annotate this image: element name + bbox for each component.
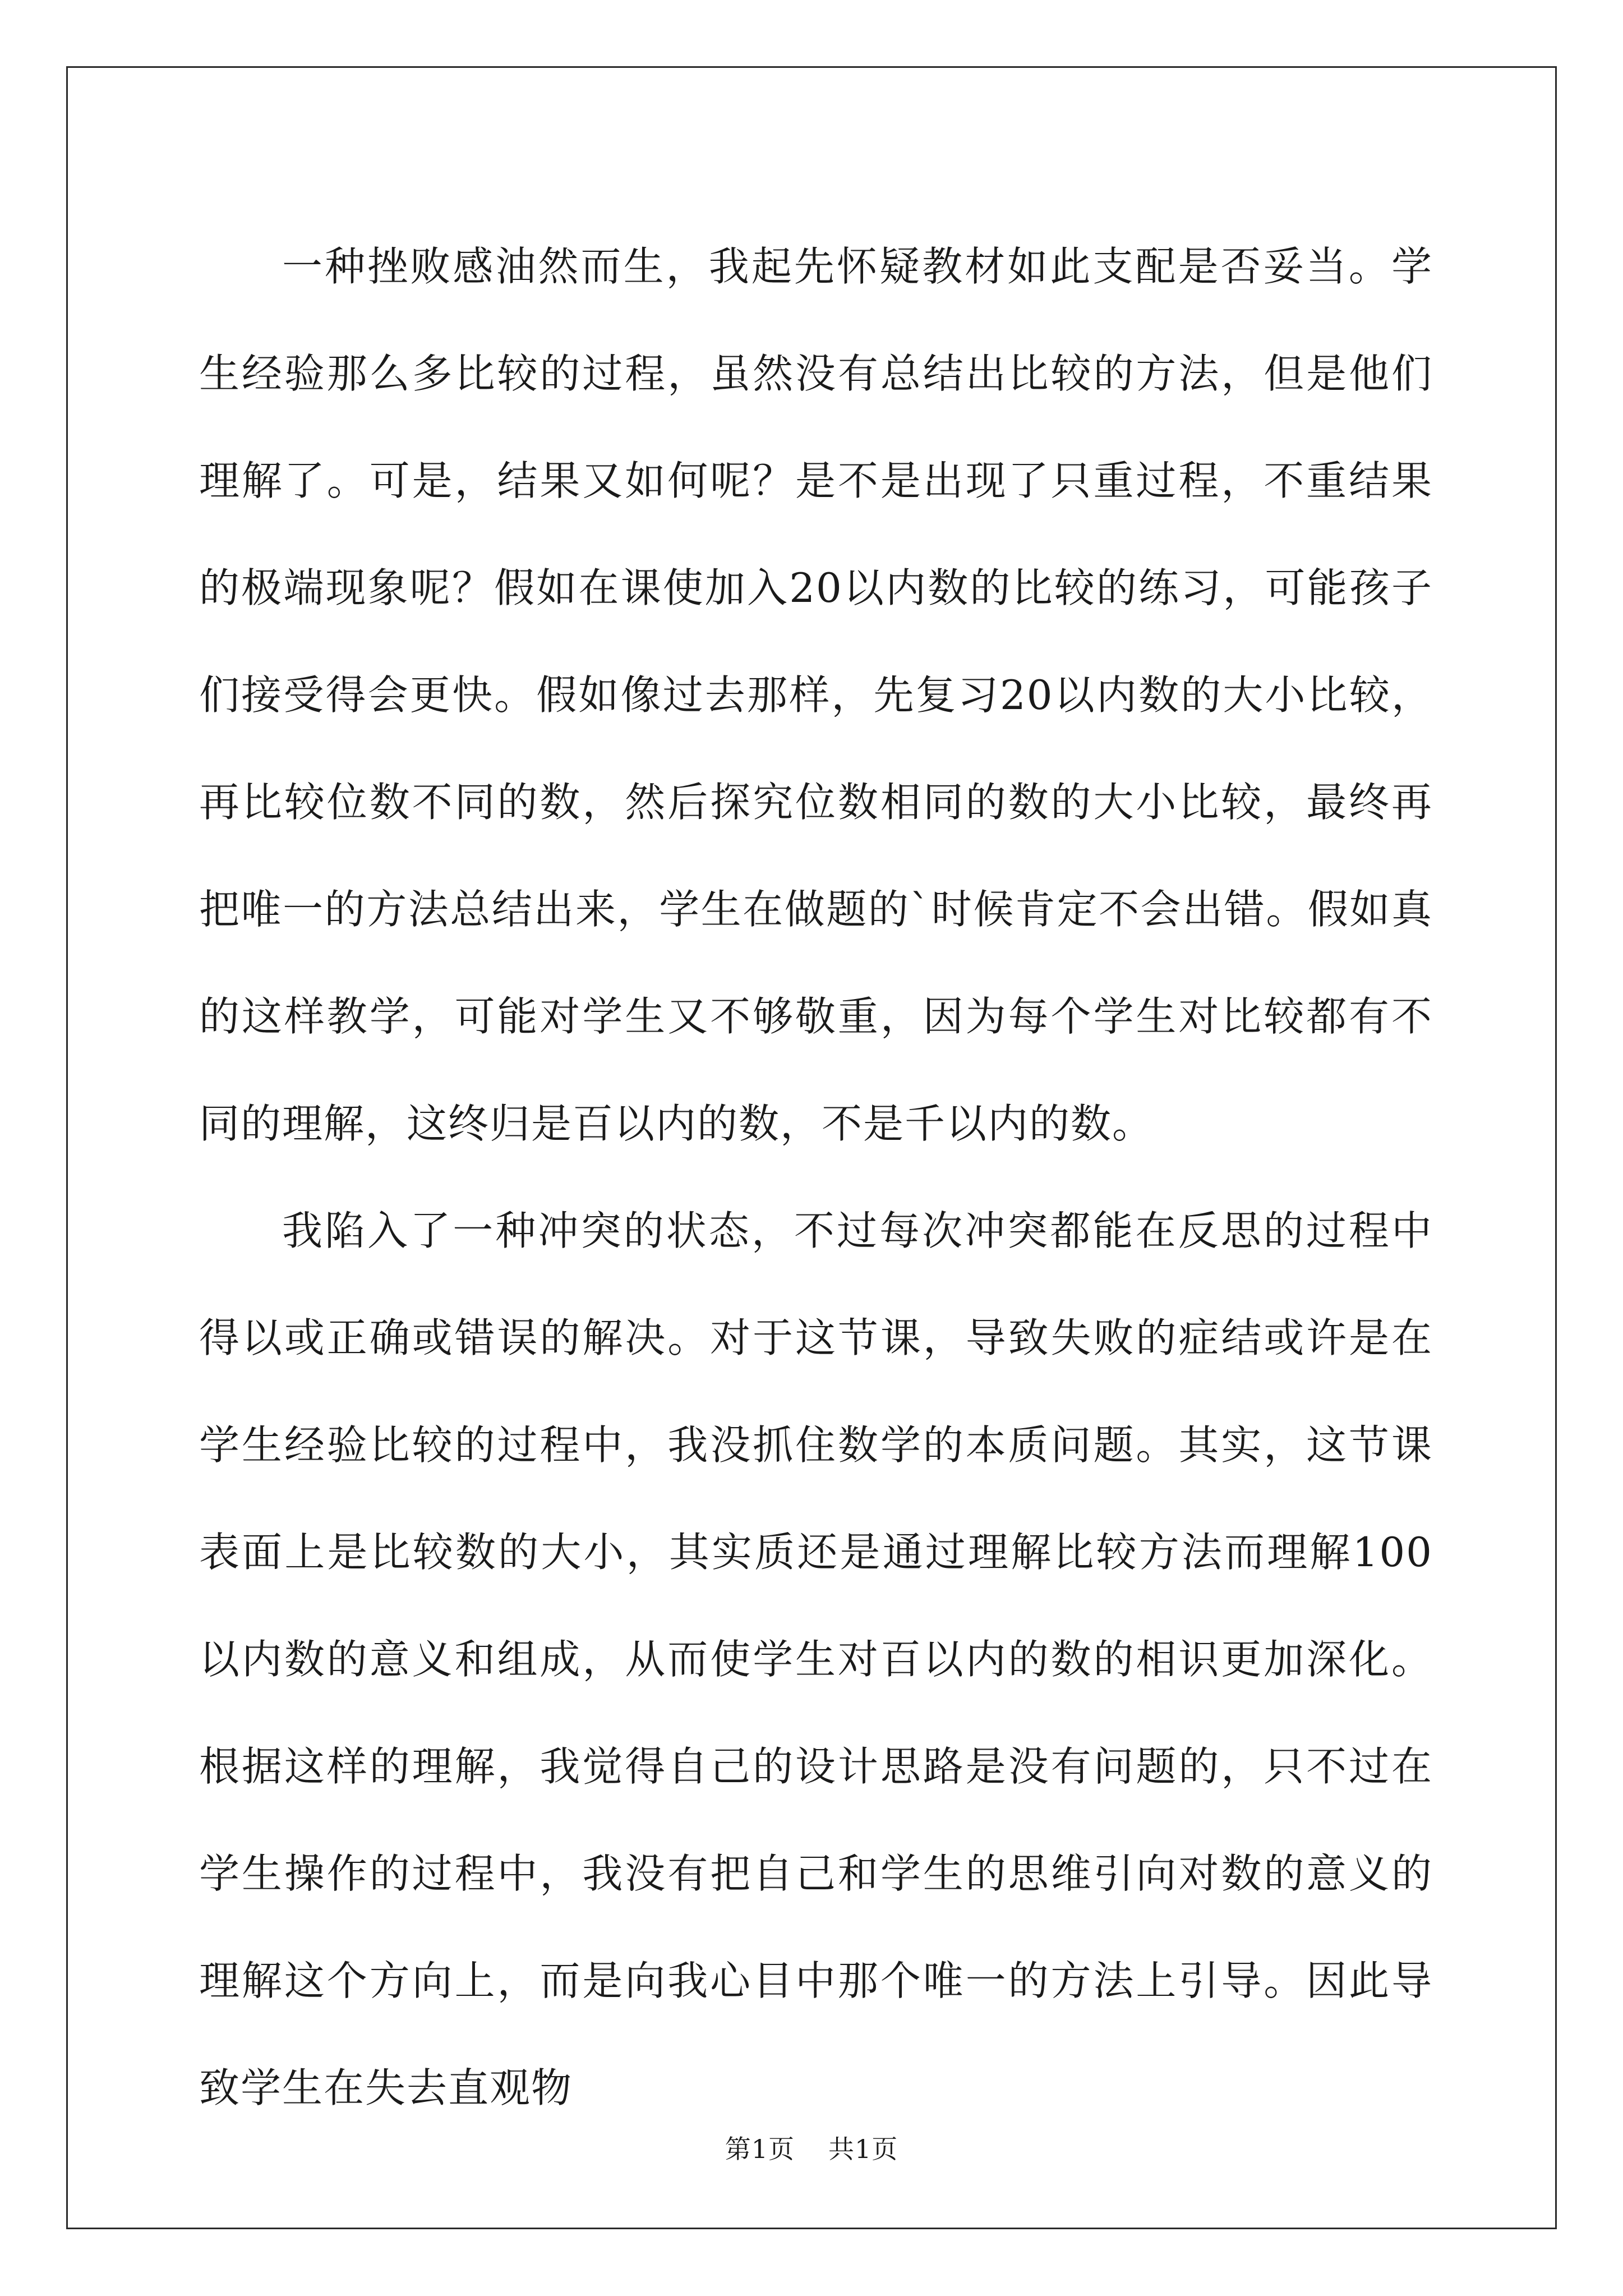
page-number: 第1页 — [725, 2134, 795, 2164]
document-body — [199, 213, 1433, 2142]
page-total: 共1页 — [828, 2134, 898, 2164]
paragraph-2: 我陷入了一种冲突的状态，不过每次冲突都能在反思的过程中得以或正确或错误的解决。对于这节课，导致失败的症结或许是在学生经验比较的过程中，我没抓住数学的本质问题。其实，这节课表面上是比较数的大小，其实质还是通过理解比较方法而理解100以内数的意义和组成，从而使学生对百以内的数的相识更加深化。根据这样的理解，我觉得自己的设计思路是没有问题的，只不过在学生操作的过程中，我没有把自己和学生的思维引向对数的意义的理解这个方向上，而是向我心目中那个唯一的方法上引导。因此导致学生在失去直观物 — [199, 1207, 1433, 2111]
page-footer — [0, 2129, 1623, 2166]
paragraph-1: 一种挫败感油然而生，我起先怀疑教材如此支配是否妥当。学生经验那么多比较的过程，虽然没有总结出比较的方法，但是他们理解了。可是，结果又如何呢？是不是出现了只重过程，不重结果的极端现象呢？假如在课使加入20以内数的比较的练习，可能孩子们接受得会更快。假如像过去那样，先复习20以内数的大小比较，再比较位数不同的数，然后探究位数相同的数的大小比较，最终再把唯一的方法总结出来，学生在做题的`时候肯定不会出错。假如真的这样教学，可能对学生又不够敬重，因为每个学生对比较都有不同的理解，这终归是百以内的数，不是千以内的数。 — [199, 243, 1433, 1147]
